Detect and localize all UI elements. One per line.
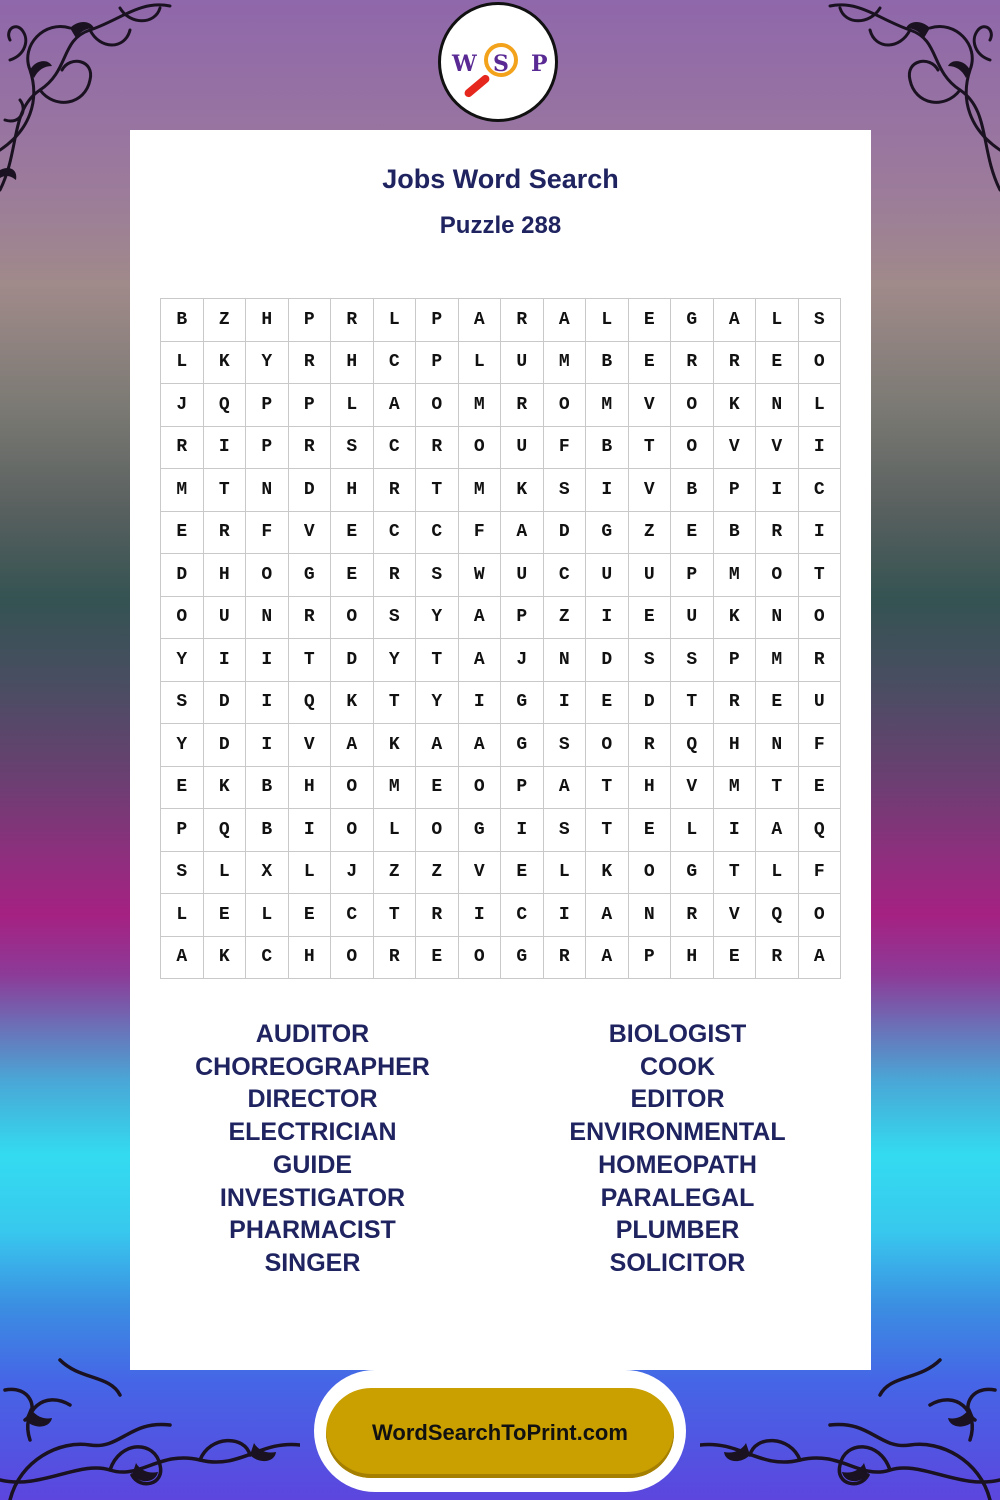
grid-cell[interactable]: Z [629, 512, 672, 555]
magnifying-glass-handle [463, 73, 491, 98]
grid-cell[interactable]: T [586, 767, 629, 810]
grid-cell[interactable]: B [671, 469, 714, 512]
grid-cell[interactable]: K [501, 469, 544, 512]
grid-cell[interactable]: T [289, 639, 332, 682]
grid-cell[interactable]: A [586, 937, 629, 980]
grid-cell[interactable]: K [204, 342, 247, 385]
word-list-item: DIRECTOR [247, 1085, 378, 1114]
grid-cell[interactable]: T [586, 809, 629, 852]
grid-cell[interactable]: K [714, 384, 757, 427]
grid-cell[interactable]: I [501, 809, 544, 852]
grid-cell[interactable]: U [501, 427, 544, 470]
word-list-item: AUDITOR [255, 1020, 370, 1048]
grid-cell[interactable]: M [586, 384, 629, 427]
grid-cell[interactable]: C [331, 894, 374, 937]
grid-cell[interactable]: G [586, 512, 629, 555]
grid-cell[interactable]: C [374, 427, 417, 470]
grid-cell[interactable]: I [714, 809, 757, 852]
grid-cell[interactable]: W [459, 554, 502, 597]
grid-cell[interactable]: E [756, 342, 799, 385]
grid-cell[interactable]: P [289, 384, 332, 427]
grid-cell[interactable]: H [714, 724, 757, 767]
grid-cell[interactable]: O [671, 384, 714, 427]
grid-cell[interactable]: A [756, 809, 799, 852]
grid-cell[interactable]: R [289, 427, 332, 470]
grid-cell[interactable]: E [629, 342, 672, 385]
grid-cell[interactable]: F [799, 724, 842, 767]
grid-cell[interactable]: G [671, 852, 714, 895]
grid-cell[interactable]: O [671, 427, 714, 470]
grid-cell[interactable]: F [544, 427, 587, 470]
grid-cell[interactable]: B [246, 809, 289, 852]
wsp-logo [438, 2, 558, 122]
grid-cell[interactable]: C [799, 469, 842, 512]
grid-cell[interactable]: V [459, 852, 502, 895]
grid-cell[interactable]: T [756, 767, 799, 810]
grid-cell[interactable]: G [289, 554, 332, 597]
grid-cell[interactable]: H [246, 299, 289, 342]
grid-cell[interactable]: S [161, 682, 204, 725]
grid-cell[interactable]: R [671, 342, 714, 385]
grid-cell[interactable]: S [799, 299, 842, 342]
grid-cell[interactable]: O [246, 554, 289, 597]
grid-cell[interactable]: U [671, 597, 714, 640]
grid-cell[interactable]: D [204, 682, 247, 725]
grid-cell[interactable]: Z [204, 299, 247, 342]
grid-cell[interactable]: O [331, 767, 374, 810]
grid-cell[interactable]: T [374, 894, 417, 937]
word-list-right [495, 1018, 860, 1280]
grid-cell[interactable]: N [246, 469, 289, 512]
grid-cell[interactable]: K [714, 597, 757, 640]
grid-cell[interactable]: V [629, 469, 672, 512]
grid-cell[interactable]: Q [204, 809, 247, 852]
website-button[interactable]: WordSearchToPrint.com [326, 1388, 674, 1478]
grid-cell[interactable]: I [544, 682, 587, 725]
grid-cell[interactable]: U [799, 682, 842, 725]
grid-cell[interactable]: L [161, 894, 204, 937]
grid-cell[interactable]: R [501, 299, 544, 342]
grid-cell[interactable]: S [331, 427, 374, 470]
grid-cell[interactable]: P [416, 342, 459, 385]
grid-cell[interactable]: N [544, 639, 587, 682]
grid-cell[interactable]: I [246, 639, 289, 682]
grid-cell[interactable]: L [161, 342, 204, 385]
grid-cell[interactable]: L [756, 852, 799, 895]
logo-letter-p: P [531, 51, 548, 77]
grid-cell[interactable]: R [501, 384, 544, 427]
grid-cell[interactable]: H [331, 469, 374, 512]
grid-cell[interactable]: O [799, 342, 842, 385]
grid-cell[interactable]: E [416, 937, 459, 980]
grid-cell[interactable]: L [586, 299, 629, 342]
grid-cell[interactable]: Q [756, 894, 799, 937]
grid-cell[interactable]: O [629, 852, 672, 895]
grid-cell[interactable]: E [629, 299, 672, 342]
grid-cell[interactable]: B [714, 512, 757, 555]
grid-cell[interactable]: M [459, 384, 502, 427]
grid-cell[interactable]: L [799, 384, 842, 427]
grid-cell[interactable]: H [331, 342, 374, 385]
grid-cell[interactable]: F [246, 512, 289, 555]
grid-cell[interactable]: A [331, 724, 374, 767]
grid-cell[interactable]: Z [416, 852, 459, 895]
grid-cell[interactable]: P [629, 937, 672, 980]
grid-cell[interactable]: Z [544, 597, 587, 640]
grid-cell[interactable]: S [544, 809, 587, 852]
grid-cell[interactable]: O [586, 724, 629, 767]
grid-cell[interactable]: O [459, 767, 502, 810]
grid-cell[interactable]: T [204, 469, 247, 512]
grid-cell[interactable]: T [416, 469, 459, 512]
grid-cell[interactable]: A [459, 597, 502, 640]
grid-cell[interactable]: A [459, 639, 502, 682]
grid-cell[interactable]: M [544, 342, 587, 385]
grid-cell[interactable]: R [756, 937, 799, 980]
grid-cell[interactable]: Q [204, 384, 247, 427]
grid-cell[interactable]: I [459, 894, 502, 937]
grid-cell[interactable]: C [544, 554, 587, 597]
grid-cell[interactable]: F [799, 852, 842, 895]
grid-cell[interactable]: D [586, 639, 629, 682]
word-list-item: BIOLOGIST [608, 1020, 747, 1048]
grid-cell[interactable]: E [756, 682, 799, 725]
grid-cell[interactable]: O [459, 427, 502, 470]
grid-cell[interactable]: C [501, 894, 544, 937]
grid-cell[interactable]: O [416, 384, 459, 427]
grid-cell[interactable]: R [799, 639, 842, 682]
grid-cell[interactable]: K [374, 724, 417, 767]
grid-cell[interactable]: L [756, 299, 799, 342]
grid-cell[interactable]: U [586, 554, 629, 597]
grid-cell[interactable]: R [671, 894, 714, 937]
grid-cell[interactable]: G [501, 682, 544, 725]
grid-cell[interactable]: I [204, 639, 247, 682]
word-list-item: ENVIRONMENTAL [569, 1118, 786, 1147]
grid-cell[interactable]: K [331, 682, 374, 725]
grid-cell[interactable]: Q [799, 809, 842, 852]
grid-cell[interactable]: P [416, 299, 459, 342]
puzzle-sheet [130, 130, 871, 1370]
grid-cell[interactable]: M [756, 639, 799, 682]
grid-cell[interactable]: S [671, 639, 714, 682]
grid-cell[interactable]: E [289, 894, 332, 937]
grid-cell[interactable]: S [544, 469, 587, 512]
grid-cell[interactable]: L [204, 852, 247, 895]
grid-cell[interactable]: V [289, 512, 332, 555]
grid-cell[interactable]: E [331, 512, 374, 555]
grid-cell[interactable]: L [544, 852, 587, 895]
grid-cell[interactable]: Z [374, 852, 417, 895]
grid-cell[interactable]: T [671, 682, 714, 725]
grid-cell[interactable]: R [756, 512, 799, 555]
grid-cell[interactable]: R [374, 937, 417, 980]
grid-cell[interactable]: Y [374, 639, 417, 682]
grid-cell[interactable]: C [374, 342, 417, 385]
grid-cell[interactable]: P [671, 554, 714, 597]
grid-cell[interactable]: D [629, 682, 672, 725]
word-list-item: SOLICITOR [609, 1248, 746, 1277]
grid-cell[interactable]: R [714, 682, 757, 725]
grid-cell[interactable]: P [161, 809, 204, 852]
grid-cell[interactable]: I [756, 469, 799, 512]
grid-cell[interactable]: H [671, 937, 714, 980]
grid-cell[interactable]: G [671, 299, 714, 342]
grid-cell[interactable]: S [544, 724, 587, 767]
grid-cell[interactable]: D [161, 554, 204, 597]
logo-letter-s: S [493, 51, 509, 77]
word-list-item: COOK [640, 1052, 715, 1081]
grid-cell[interactable]: R [161, 427, 204, 470]
grid-cell[interactable]: E [671, 512, 714, 555]
grid-cell[interactable]: V [756, 427, 799, 470]
grid-cell[interactable]: I [246, 682, 289, 725]
grid-cell[interactable]: U [204, 597, 247, 640]
grid-cell[interactable]: V [289, 724, 332, 767]
grid-cell[interactable]: V [629, 384, 672, 427]
grid-cell[interactable]: N [756, 597, 799, 640]
grid-cell[interactable]: J [331, 852, 374, 895]
grid-cell[interactable]: R [289, 342, 332, 385]
grid-cell[interactable]: E [331, 554, 374, 597]
word-list-item: SINGER [264, 1248, 361, 1277]
grid-cell[interactable]: A [714, 299, 757, 342]
grid-cell[interactable]: B [246, 767, 289, 810]
grid-cell[interactable]: M [459, 469, 502, 512]
grid-cell[interactable]: N [756, 384, 799, 427]
word-list-item: GUIDE [272, 1150, 353, 1179]
grid-cell[interactable]: R [714, 342, 757, 385]
grid-cell[interactable]: C [374, 512, 417, 555]
logo-letter-w: W [452, 51, 477, 77]
grid-cell[interactable]: R [374, 469, 417, 512]
grid-cell[interactable]: O [161, 597, 204, 640]
grid-cell[interactable]: F [459, 512, 502, 555]
grid-cell[interactable]: R [374, 554, 417, 597]
grid-cell[interactable]: R [416, 427, 459, 470]
grid-cell[interactable]: P [714, 639, 757, 682]
grid-cell[interactable]: L [289, 852, 332, 895]
grid-cell[interactable]: O [799, 894, 842, 937]
grid-cell[interactable]: K [204, 937, 247, 980]
grid-cell[interactable]: G [501, 724, 544, 767]
grid-cell[interactable]: J [501, 639, 544, 682]
grid-cell[interactable]: E [204, 894, 247, 937]
letter-grid [160, 298, 841, 979]
word-list-item: PHARMACIST [229, 1216, 396, 1245]
grid-cell[interactable]: A [459, 724, 502, 767]
grid-cell[interactable]: L [374, 299, 417, 342]
grid-cell[interactable]: I [586, 597, 629, 640]
page-title: Jobs Word Search [382, 164, 619, 194]
grid-cell[interactable]: N [756, 724, 799, 767]
grid-cell[interactable]: A [416, 724, 459, 767]
grid-cell[interactable]: Q [671, 724, 714, 767]
grid-cell[interactable]: B [586, 342, 629, 385]
grid-cell[interactable]: H [629, 767, 672, 810]
grid-cell[interactable]: L [331, 384, 374, 427]
grid-cell[interactable]: S [416, 554, 459, 597]
grid-cell[interactable]: I [459, 682, 502, 725]
grid-cell[interactable]: D [204, 724, 247, 767]
grid-cell[interactable]: I [246, 724, 289, 767]
grid-cell[interactable]: T [799, 554, 842, 597]
grid-cell[interactable]: L [671, 809, 714, 852]
grid-cell[interactable]: O [331, 809, 374, 852]
grid-cell[interactable]: E [799, 767, 842, 810]
grid-cell[interactable]: I [289, 809, 332, 852]
grid-cell[interactable]: I [544, 894, 587, 937]
grid-cell[interactable]: R [331, 299, 374, 342]
word-list [130, 1018, 871, 1280]
grid-cell[interactable]: E [714, 937, 757, 980]
word-list-item: ELECTRICIAN [228, 1118, 397, 1147]
grid-cell[interactable]: T [714, 852, 757, 895]
grid-cell[interactable]: U [501, 342, 544, 385]
grid-cell[interactable]: P [501, 767, 544, 810]
grid-cell[interactable]: D [331, 639, 374, 682]
word-list-item: CHOREOGRAPHER [195, 1052, 430, 1081]
grid-cell[interactable]: S [374, 597, 417, 640]
grid-cell[interactable]: E [586, 682, 629, 725]
grid-cell[interactable]: C [246, 937, 289, 980]
word-list-item: INVESTIGATOR [219, 1183, 406, 1212]
grid-cell[interactable]: X [246, 852, 289, 895]
grid-cell[interactable]: R [544, 937, 587, 980]
grid-cell[interactable]: H [289, 767, 332, 810]
footer-badge [314, 1370, 686, 1492]
grid-cell[interactable]: R [629, 724, 672, 767]
grid-cell[interactable]: T [416, 639, 459, 682]
word-list-item: PARALEGAL [600, 1183, 755, 1212]
word-list-item: HOMEOPATH [598, 1150, 757, 1179]
grid-cell[interactable]: O [331, 597, 374, 640]
grid-cell[interactable]: E [629, 809, 672, 852]
grid-cell[interactable]: Y [416, 682, 459, 725]
grid-cell[interactable]: V [671, 767, 714, 810]
grid-cell[interactable]: Y [246, 342, 289, 385]
grid-cell[interactable]: U [501, 554, 544, 597]
grid-cell[interactable]: K [586, 852, 629, 895]
grid-cell[interactable]: I [586, 469, 629, 512]
grid-cell[interactable]: M [714, 554, 757, 597]
grid-cell[interactable]: C [416, 512, 459, 555]
grid-cell[interactable]: D [289, 469, 332, 512]
grid-cell[interactable]: L [459, 342, 502, 385]
grid-cell[interactable]: G [501, 937, 544, 980]
grid-cell[interactable]: M [714, 767, 757, 810]
grid-cell[interactable]: U [629, 554, 672, 597]
grid-cell[interactable]: P [246, 384, 289, 427]
grid-cell[interactable]: S [629, 639, 672, 682]
grid-cell[interactable]: O [331, 937, 374, 980]
grid-cell[interactable]: E [416, 767, 459, 810]
grid-cell[interactable]: E [501, 852, 544, 895]
grid-cell[interactable]: I [204, 427, 247, 470]
grid-cell[interactable]: R [416, 894, 459, 937]
grid-cell[interactable]: T [629, 427, 672, 470]
grid-cell[interactable]: Y [161, 724, 204, 767]
grid-cell[interactable]: P [501, 597, 544, 640]
grid-cell[interactable]: O [799, 597, 842, 640]
grid-cell[interactable]: E [629, 597, 672, 640]
grid-cell[interactable]: S [161, 852, 204, 895]
grid-cell[interactable]: B [586, 427, 629, 470]
grid-cell[interactable]: E [161, 512, 204, 555]
grid-cell[interactable]: H [289, 937, 332, 980]
grid-cell[interactable]: A [586, 894, 629, 937]
grid-cell[interactable]: A [459, 299, 502, 342]
grid-cell[interactable]: O [459, 937, 502, 980]
grid-cell[interactable]: R [204, 512, 247, 555]
grid-cell[interactable]: R [289, 597, 332, 640]
grid-cell[interactable]: G [459, 809, 502, 852]
grid-cell[interactable]: V [714, 427, 757, 470]
grid-cell[interactable]: M [161, 469, 204, 512]
grid-cell[interactable]: J [161, 384, 204, 427]
grid-cell[interactable]: I [799, 427, 842, 470]
grid-cell[interactable]: A [544, 767, 587, 810]
word-list-item: EDITOR [630, 1085, 725, 1114]
grid-cell[interactable]: K [204, 767, 247, 810]
grid-cell[interactable]: A [799, 937, 842, 980]
grid-cell[interactable]: A [501, 512, 544, 555]
grid-cell[interactable]: V [714, 894, 757, 937]
grid-cell[interactable]: P [714, 469, 757, 512]
grid-cell[interactable]: L [246, 894, 289, 937]
puzzle-number: Puzzle 288 [439, 212, 562, 239]
grid-cell[interactable]: Q [289, 682, 332, 725]
grid-cell[interactable]: B [161, 299, 204, 342]
grid-cell[interactable]: A [161, 937, 204, 980]
grid-cell[interactable]: H [204, 554, 247, 597]
grid-cell[interactable]: Y [416, 597, 459, 640]
grid-cell[interactable]: O [544, 384, 587, 427]
word-list-item: PLUMBER [615, 1216, 740, 1245]
grid-cell[interactable]: O [416, 809, 459, 852]
grid-cell[interactable]: P [246, 427, 289, 470]
grid-cell[interactable]: P [289, 299, 332, 342]
grid-cell[interactable]: T [374, 682, 417, 725]
grid-cell[interactable]: E [161, 767, 204, 810]
grid-cell[interactable]: M [374, 767, 417, 810]
grid-cell[interactable]: I [799, 512, 842, 555]
grid-cell[interactable]: A [544, 299, 587, 342]
word-list-left [130, 1018, 495, 1280]
grid-cell[interactable]: Y [161, 639, 204, 682]
grid-cell[interactable]: L [374, 809, 417, 852]
grid-cell[interactable]: N [629, 894, 672, 937]
grid-cell[interactable]: N [246, 597, 289, 640]
grid-cell[interactable]: A [374, 384, 417, 427]
grid-cell[interactable]: O [756, 554, 799, 597]
grid-cell[interactable]: D [544, 512, 587, 555]
